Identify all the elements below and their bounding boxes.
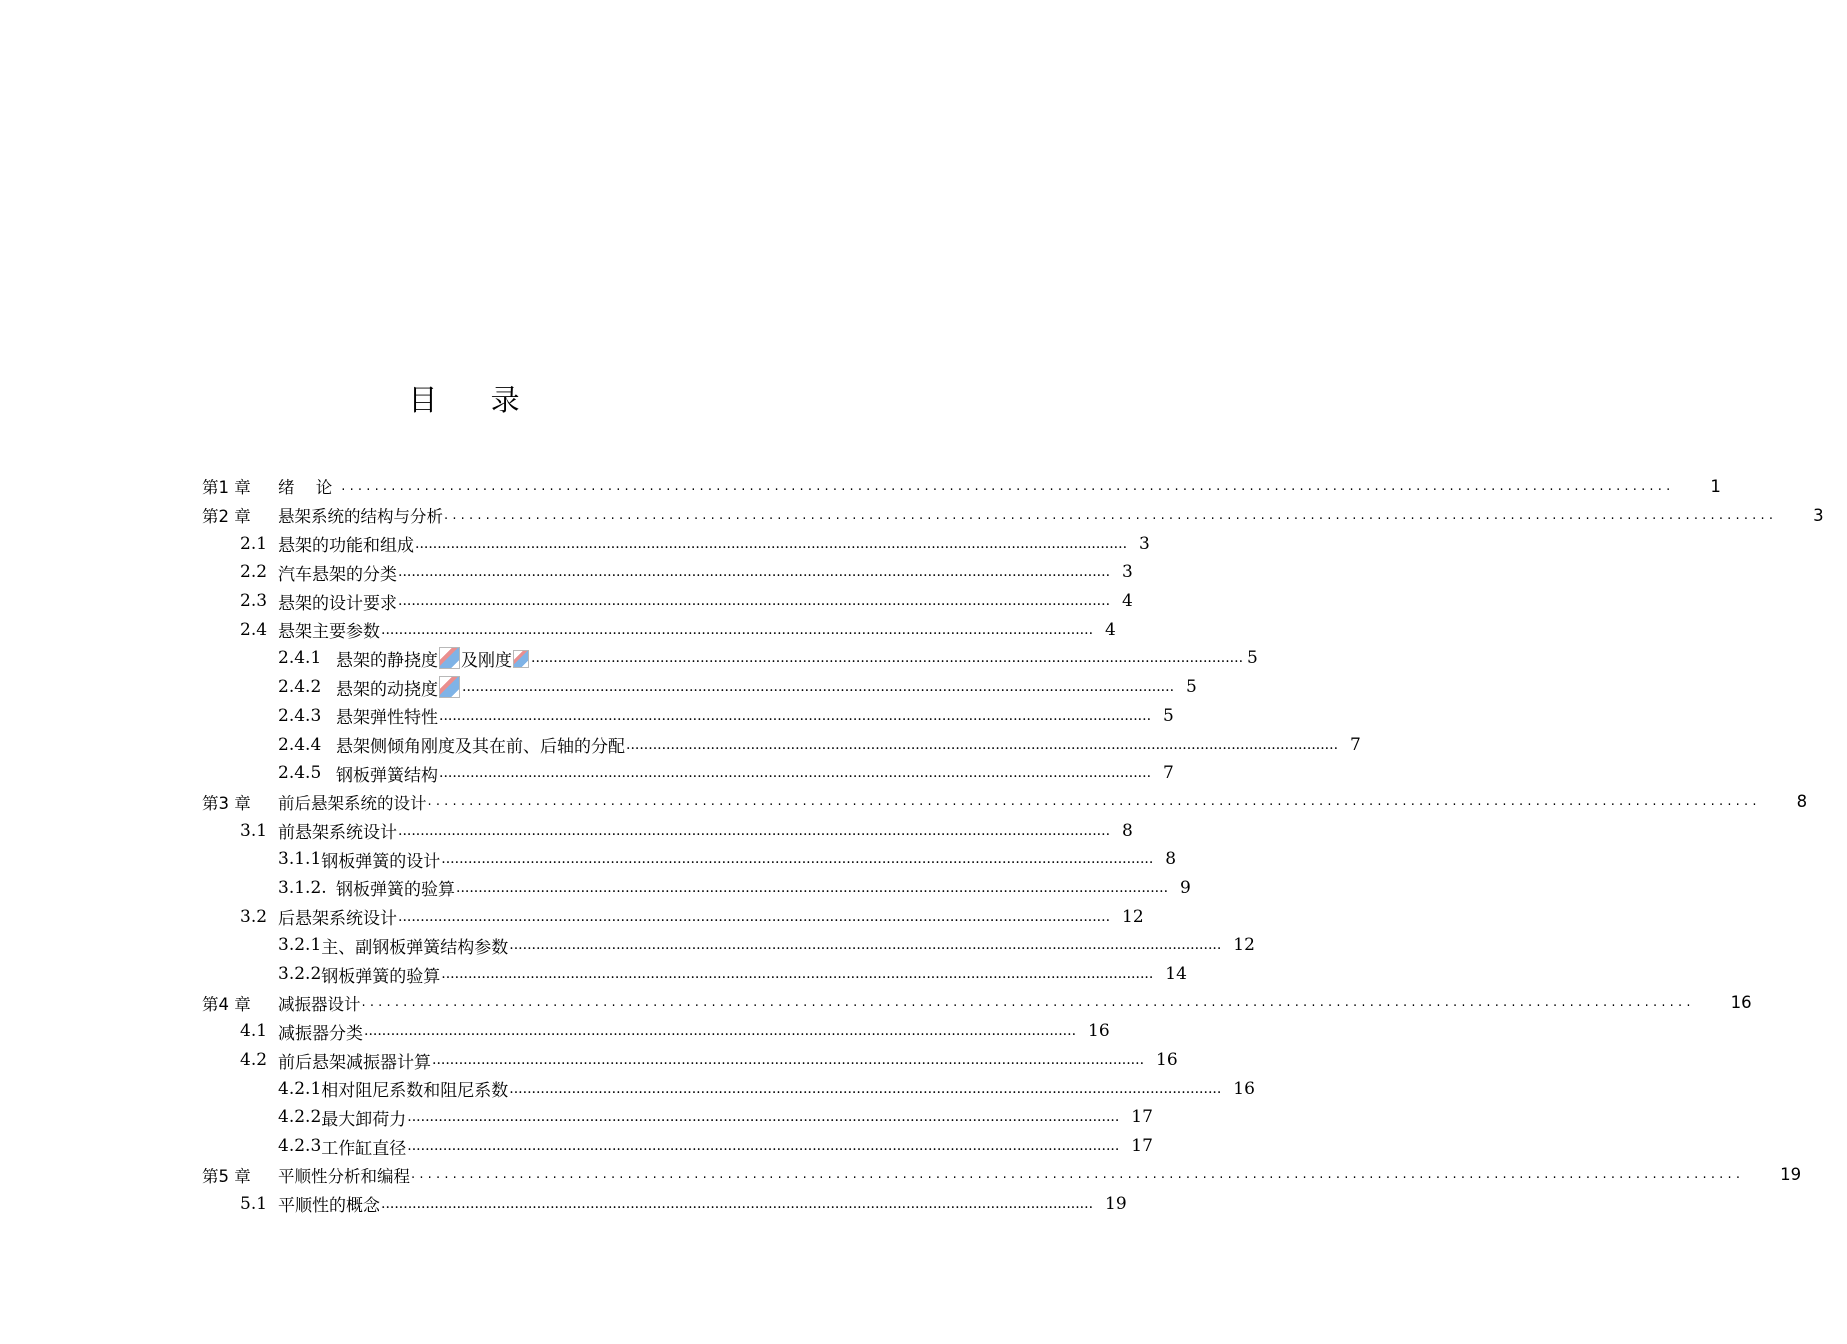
dot-leader: ................................................................................................................................................................ [361,995,1695,1011]
toc-entry-title: 前后悬架减振器计算 [278,1052,431,1073]
toc-entry-2-4-3[interactable] [0,702,1174,731]
toc-entry-2-4-1[interactable] [0,644,1258,673]
toc-entry-title: 前悬架系统设计 [278,823,397,844]
toc-entry-page: 4 [1105,619,1116,640]
toc-entry-title: 钢板弹簧的验算 [336,880,455,901]
dot-leader: ................................................................................................................................................................ [407,1109,1120,1126]
toc-entry-number: 3.1.1 [278,849,322,870]
dot-leader: ................................................................................................................................................................ [444,507,1778,523]
toc-entry-title: 钢板弹簧的验算 [321,966,441,987]
dot-leader: ................................................................................................................................................................ [364,1023,1077,1040]
toc-entry-3-2[interactable] [0,902,1144,931]
dot-leader: ................................................................................................................................................................ [381,621,1094,638]
toc-entry-4-2-1[interactable] [0,1074,1255,1103]
toc-entry-number: 4.1 [240,1021,268,1042]
toc-entry-number: 第3 章 [202,793,251,813]
toc-entry-page: 1 [1710,476,1721,496]
toc-entry-3-2-1[interactable] [0,931,1255,960]
toc-entry-title-part-a: 悬架的静挠度 [336,650,438,671]
toc-entry-chapter-4[interactable] [0,988,1752,1017]
toc-entry-number: 4.2.2 [278,1107,322,1128]
toc-entry-chapter-1[interactable] [0,472,1721,501]
toc-entry-2-4-2[interactable] [0,673,1197,702]
toc-entry-page: 16 [1233,1078,1255,1099]
dot-leader: ................................................................................................................................................................ [509,937,1222,954]
toc-entry-page: 17 [1131,1136,1153,1157]
toc-entry-page: 5 [1247,648,1258,669]
toc-entry-title: 悬架主要参数 [278,622,380,643]
dot-leader: ................................................................................................................................................................ [456,879,1169,896]
toc-entry-2-1[interactable] [0,529,1150,558]
toc-entry-page: 14 [1165,964,1187,985]
toc-entry-title: 平顺性分析和编程 [278,1166,410,1186]
toc-entry-2-4-4[interactable] [0,730,1361,759]
toc-entry-number: 第4 章 [202,994,251,1014]
toc-entry-4-2[interactable] [0,1046,1178,1075]
toc-entry-page: 3 [1122,562,1133,583]
toc-entry-title-part-b: 及刚度 [461,650,512,671]
toc-entry-page: 5 [1163,705,1174,726]
toc-entry-title: 汽车悬架的分类 [278,564,397,585]
toc-entry-number: 2.4 [240,619,268,640]
toc-entry-number: 3.2.1 [278,935,322,956]
toc-entry-number: 5.1 [240,1193,268,1214]
toc-entry-page: 12 [1233,935,1255,956]
toc-entry-2-3[interactable] [0,587,1133,616]
toc-entry-4-2-2[interactable] [0,1103,1153,1132]
toc-entry-title: 工作缸直径 [321,1138,407,1159]
toc-entry-3-1-2[interactable] [0,874,1191,903]
toc-entry-2-2[interactable] [0,558,1133,587]
toc-entry-page: 7 [1350,734,1361,755]
toc-entry-number: 2.4.3 [278,705,322,726]
toc-entry-page: 16 [1730,993,1752,1013]
toc-entry-number: 2.4.2 [278,677,322,698]
toc-entry-number: 第5 章 [202,1166,251,1186]
toc-entry-2-4[interactable] [0,615,1116,644]
toc-entry-title: 悬架侧倾角刚度及其在前、后轴的分配 [336,737,625,758]
toc-entry-number: 2.1 [240,533,268,554]
toc-entry-4-2-3[interactable] [0,1132,1153,1161]
toc-entry-title: 相对阻尼系数和阻尼系数 [321,1081,509,1102]
dot-leader: ................................................................................................................................................................ [415,535,1128,552]
toc-entry-page: 19 [1105,1193,1127,1214]
toc-entry-2-4-5[interactable] [0,759,1174,788]
toc-entry-number: 2.4.4 [278,734,322,755]
dot-leader: ................................................................................................................................................................ [407,1138,1120,1155]
toc-entry-number: 第1 章 [202,478,251,498]
toc-entry-title: 悬架的设计要求 [278,593,397,614]
toc-entry-number: 2.4.1 [278,648,322,669]
dot-leader: ................................................................................................................................................................ [432,1052,1145,1069]
dot-leader: ................................................................................................................................................................ [341,478,1675,494]
toc-entry-4-1[interactable] [0,1017,1110,1046]
toc-entry-page: 8 [1165,849,1177,870]
toc-entry-chapter-2[interactable] [0,501,1824,530]
toc-entry-chapter-3[interactable] [0,788,1808,817]
toc-entry-title: 主、副钢板弹簧结构参数 [321,937,509,958]
dot-leader: ................................................................................................................................................................ [398,593,1111,610]
toc-entry-title: 悬架弹性特性 [336,708,438,729]
dot-leader: ................................................................................................................................................................ [427,794,1761,810]
toc-entry-page: 16 [1088,1021,1110,1042]
image-placeholder-icon [439,676,460,698]
toc-entry-title: 最大卸荷力 [321,1109,407,1130]
toc-entry-number: 2.2 [240,562,268,583]
toc-entry-number: 3.1.2. [278,877,327,898]
dot-leader: ................................................................................................................................................................ [381,1195,1094,1212]
toc-entry-number: 2.3 [240,591,268,612]
toc-entry-5-1[interactable] [0,1189,1127,1218]
dot-leader: ................................................................................................................................................................ [441,851,1154,868]
toc-entry-number: 4.2 [240,1050,268,1071]
toc-entry-page: 7 [1163,763,1174,784]
toc-entry-page: 17 [1131,1107,1153,1128]
dot-leader: ................................................................................................................................................................ [439,765,1152,782]
toc-entry-3-1-1[interactable] [0,845,1177,874]
toc-entry-page: 9 [1180,877,1191,898]
page-title: 目 录 [408,383,542,417]
toc-entry-page: 8 [1122,820,1133,841]
dot-leader: ................................................................................................................................................................ [398,822,1111,839]
toc-entry-title: 悬架的功能和组成 [278,536,414,557]
toc-entry-page: 12 [1122,906,1144,927]
toc-entry-number: 4.2.1 [278,1078,322,1099]
toc-entry-title [336,675,461,700]
toc-entry-title: 钢板弹簧结构 [336,765,438,786]
toc-entry-page: 3 [1139,533,1150,554]
toc-entry-page: 3 [1813,505,1824,525]
dot-leader: ................................................................................................................................................................ [439,707,1152,724]
toc-entry-title: 平顺性的概念 [278,1196,380,1217]
toc-entry-page: 8 [1796,792,1808,812]
toc-entry-title: 悬架系统的结构与分析 [278,507,443,527]
toc-entry-page: 19 [1780,1165,1802,1185]
dot-leader: ................................................................................................................................................................ [509,1080,1222,1097]
toc-entry-title: 减振器设计 [278,994,361,1014]
dot-leader: ................................................................................................................................................................ [531,650,1244,667]
toc-entry-page: 4 [1122,591,1133,612]
toc-entry-number: 第2 章 [202,507,251,527]
toc-entry-chapter-5[interactable] [0,1161,1802,1190]
dot-leader: ................................................................................................................................................................ [398,564,1111,581]
toc-entry-title: 绪 论 [278,478,341,498]
toc-entry-number: 3.2.2 [278,964,322,985]
toc-entry-number: 3.2 [240,906,268,927]
toc-entry-title: 钢板弹簧的设计 [321,851,441,872]
image-placeholder-icon [439,647,460,669]
dot-leader: ................................................................................................................................................................ [441,966,1154,983]
image-placeholder-icon [513,650,529,668]
toc-entry-number: 2.4.5 [278,763,322,784]
toc-entry-title-text: 悬架的动挠度 [336,679,438,700]
toc-entry-title: 减振器分类 [278,1023,363,1044]
toc-entry-title [336,646,530,671]
toc-entry-3-1[interactable] [0,816,1133,845]
dot-leader: ................................................................................................................................................................ [626,736,1339,753]
dot-leader: ................................................................................................................................................................ [398,908,1111,925]
dot-leader: ................................................................................................................................................................ [462,679,1175,696]
toc-entry-title: 前后悬架系统的设计 [278,793,427,813]
toc-entry-number: 4.2.3 [278,1136,322,1157]
dot-leader: ................................................................................................................................................................ [411,1167,1745,1183]
toc-entry-number: 3.1 [240,820,268,841]
toc-entry-page: 16 [1156,1050,1178,1071]
toc-entry-title: 后悬架系统设计 [278,909,397,930]
toc-entry-page: 5 [1186,677,1197,698]
table-of-contents [0,472,1824,1218]
toc-entry-3-2-2[interactable] [0,960,1187,989]
